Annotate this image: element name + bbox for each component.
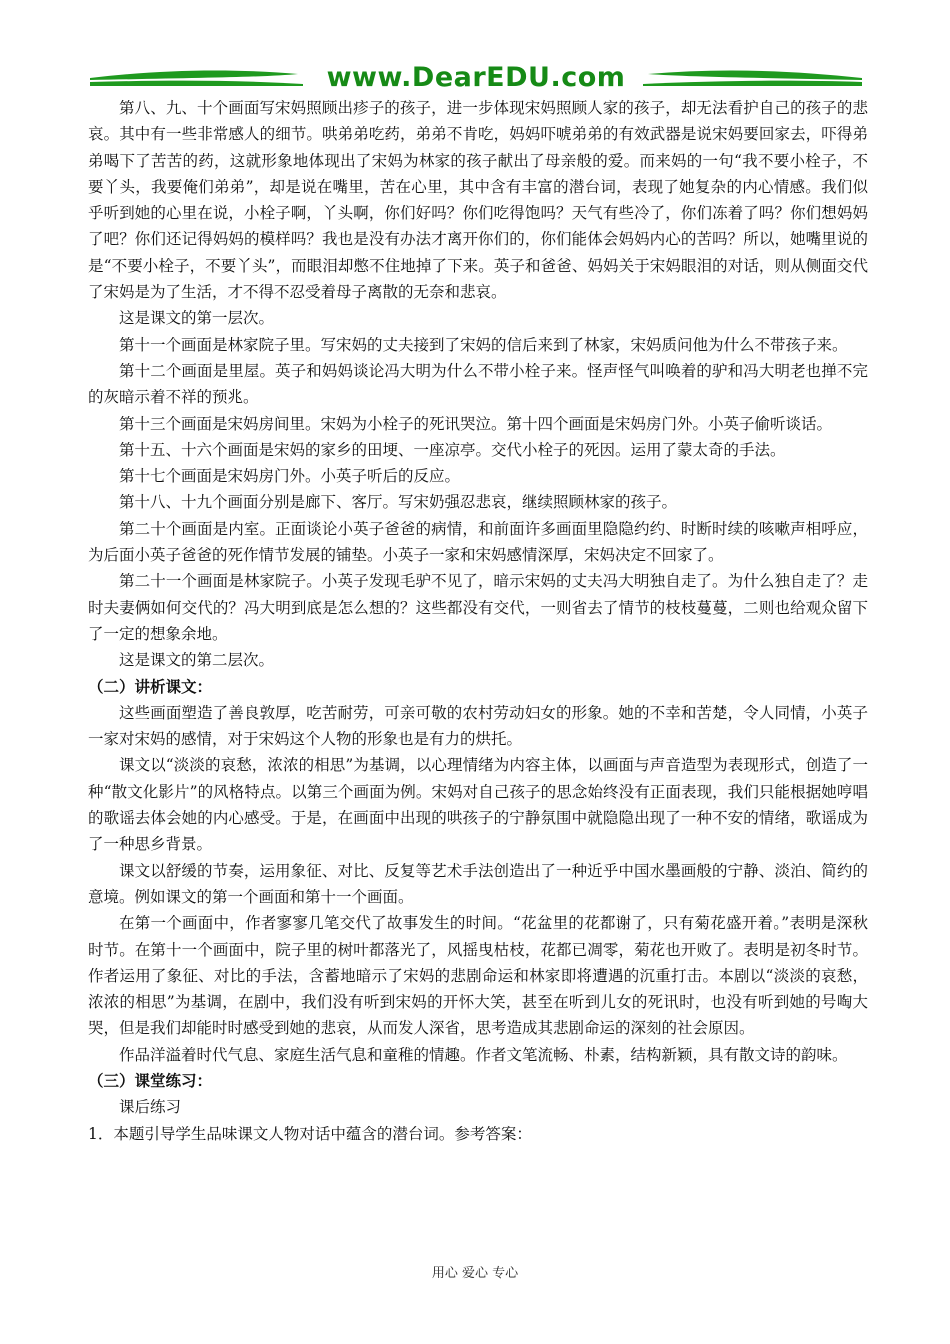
practice-label: 课后练习	[119, 1098, 182, 1117]
section-heading: （二）讲析课文：	[88, 676, 213, 696]
paragraph: 在第一个画面中，作者寥寥几笔交代了故事发生的时间。“花盆里的花都谢了，只有菊花盛开着。”表明是深秋时节。在第十一个画面中，院子里的树叶都落光了，风摇曳枯枝，花都已凋零，菊花也开败了。表明是初冬时节。作者运用了象征、对比的手法，含蓄地暗示了宋妈的悲剧命运和林家即将遭遇的沉重打击。本剧以“淡淡的哀愁，浓浓的相思”为基调，在剧中，我们没有听到宋妈的开怀大笑，甚至在听到儿女的死讯时，也没有听到她的号啕大哭，但是我们却能时时感受到她的悲哀，从而发人深省，思考造成其悲剧命运的深刻的社会原因。	[88, 914, 868, 1038]
paragraph: 第十二个画面是里屋。英子和妈妈谈论冯大明为什么不带小栓子来。怪声怪气叫唤着的驴和冯大明老也掸不完的灰暗示着不祥的预兆。	[88, 361, 868, 407]
paragraph: 第十八、十九个画面分别是廊下、客厅。写宋奶强忍悲哀，继续照顾林家的孩子。	[119, 493, 678, 512]
site-logo[interactable]: www.DearEDU.com	[326, 62, 626, 93]
paragraph: 作品洋溢着时代气息、家庭生活气息和童稚的情趣。作者文笔流畅、朴素，结构新颖，具有散文诗的韵味。	[119, 1045, 848, 1064]
paragraph: 课文以舒缓的节奏，运用象征、对比、反复等艺术手法创造出了一种近乎中国水墨画般的宁静、淡泊、简约的意境。例如课文的第一个画面和第十一个画面。	[88, 861, 868, 906]
question-item: 1．本题引导学生品味课文人物对话中蕴含的潜台词。参考答案：	[88, 1124, 532, 1143]
paragraph: 这些画面塑造了善良敦厚，吃苦耐劳，可亲可敬的农村劳动妇女的形象。她的不幸和苦楚，令人同情，小英子一家对宋妈的感情，对于宋妈这个人物的形象也是有力的烘托。	[88, 703, 868, 749]
paragraph: 第十一个画面是林家院子里。写宋妈的丈夫接到了宋妈的信后来到了林家，宋妈质问他为什么不带孩子来。	[119, 335, 848, 354]
paragraph: 第十三个画面是宋妈房间里。宋妈为小栓子的死讯哭泣。第十四个画面是宋妈房门外。小英子偷听谈话。	[119, 414, 833, 433]
paragraph: 第二十一个画面是林家院子。小英子发现毛驴不见了，暗示宋妈的丈夫冯大明独自走了。为什么独自走了？走时夫妻俩如何交代的？冯大明到底是怎么想的？这些都没有交代，一则省去了情节的枝枝蔓蔓，二则也给观众留下了一定的想象余地。	[88, 572, 868, 643]
paragraph: 课文以“淡淡的哀愁，浓浓的相思”为基调，以心理情绪为内容主体，以画面与声音造型为表现形式，创造了一种“散文化影片”的风格特点。以第三个画面为例。宋妈对自己孩子的思念始终没有正面表现，我们只能根据她哼唱的歌谣去体会她的内心感受。于是，在画面中出现的哄孩子的宁静氛围中就隐隐出现了一种不安的情绪，歌谣成为了一种思乡背景。	[88, 756, 868, 854]
document-body	[88, 95, 868, 1147]
paragraph: 第十五、十六个画面是宋妈的家乡的田埂、一座凉亭。交代小栓子的死因。运用了蒙太奇的手法。	[119, 440, 786, 459]
paragraph: 第十七个画面是宋妈房门外。小英子听后的反应。	[119, 467, 461, 486]
paragraph: 第二十个画面是内室。正面谈论小英子爸爸的病情，和前面许多画面里隐隐约约、时断时续的咳嗽声相呼应，为后面小英子爸爸的死作情节发展的铺垫。小英子一家和宋妈感情深厚，宋妈决定不回家了。	[88, 519, 868, 565]
page-footer: 用心 爱心 专心	[431, 1266, 519, 1281]
paragraph: 第八、九、十个画面写宋妈照顾出疹子的孩子，进一步体现宋妈照顾人家的孩子，却无法看护自己的孩子的悲哀。其中有一些非常感人的细节。哄弟弟吃药，弟弟不肯吃，妈妈吓唬弟弟的有效武器是说宋妈要回家去，吓得弟弟喝下了苦苦的药，这就形象地体现出了宋妈为林家的孩子献出了母亲般的爱。而来妈的一句“我不要小栓子，不要丫头，我要俺们弟弟”，却是说在嘴里，苦在心里，其中含有丰富的潜台词，表现了她复杂的内心情感。我们似乎听到她的心里在说，小栓子啊，丫头啊，你们好吗？你们吃得饱吗？天气有些冷了，你们冻着了吗？你们想妈妈了吧？你们还记得妈妈的模样吗？我也是没有办法才离开你们的，你们能体会妈妈内心的苦吗？所以，她嘴里说的是“不要小栓子，不要丫头”，而眼泪却憋不住地掉了下来。英子和爸爸、妈妈关于宋妈眼泪的对话，则从侧面交代了宋妈是为了生活，才不得不忍受着母子离散的无奈和悲哀。	[88, 99, 868, 302]
page-header	[88, 58, 864, 100]
paragraph: 这是课文的第一层次。	[119, 309, 275, 328]
paragraph: 这是课文的第二层次。	[119, 651, 275, 670]
section-heading: （三）课堂练习：	[88, 1070, 213, 1090]
